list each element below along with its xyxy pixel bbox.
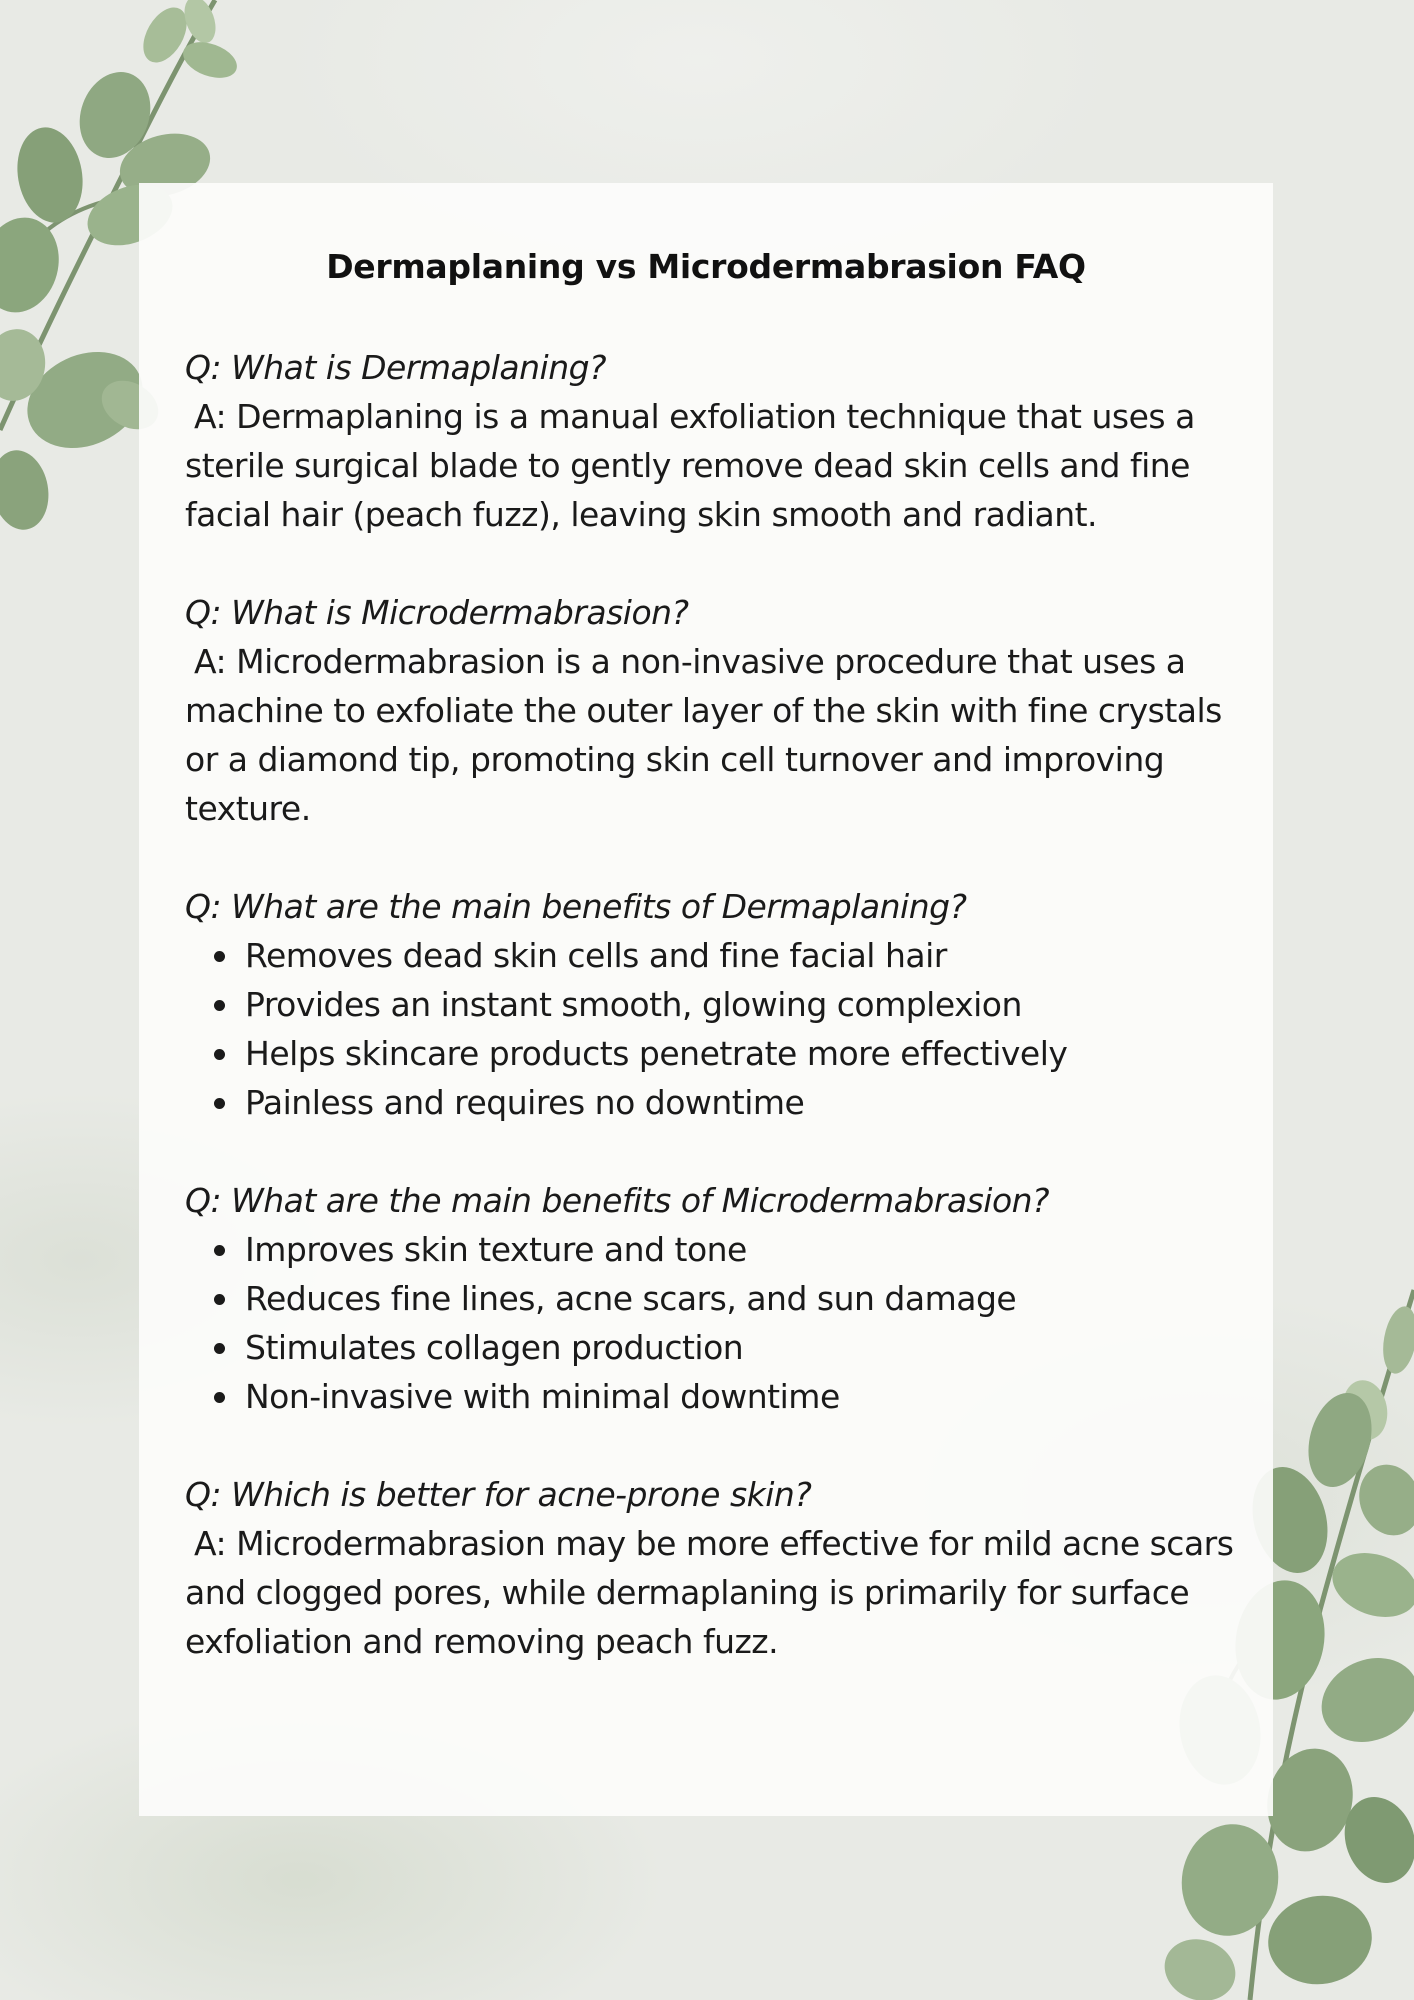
answer-prefix: A: [194,397,227,436]
list-item-text: Provides an instant smooth, glowing complexion [245,985,1022,1024]
page-title: Dermaplaning vs Microdermabrasion FAQ [326,247,1086,286]
list-item-text: Helps skincare products penetrate more effectively [245,1034,1068,1073]
bullet-icon [214,1392,225,1403]
list-item [185,1323,1245,1372]
faq-question: Q: What are the main benefits of Microdermabrasion? [185,1181,1050,1220]
list-item [185,980,1245,1029]
faq-item-microdermabrasion [185,588,1245,833]
benefits-list [185,931,1245,1127]
answer-text: Microdermabrasion may be more effective for mild acne scars and clogged pores, while dermaplaning is primarily for surface exfoliation and removing peach fuzz. [185,1524,1234,1661]
list-item-text: Improves skin texture and tone [245,1230,747,1269]
faq-item-dermaplaning [185,343,1245,539]
faq-card [139,183,1273,1816]
bullet-icon [214,1294,225,1305]
answer-text: Dermaplaning is a manual exfoliation technique that uses a sterile surgical blade to gently remove dead skin cells and fine facial hair (peach fuzz), leaving skin smooth and radiant. [185,397,1195,534]
list-item [185,1274,1245,1323]
benefits-list [185,1225,1245,1421]
faq-body [185,343,1245,1715]
bullet-icon [214,951,225,962]
bullet-icon [214,1343,225,1354]
bullet-icon [214,1098,225,1109]
faq-item-dermaplaning-benefits [185,882,1245,1127]
list-item [185,1078,1245,1127]
list-item-text: Stimulates collagen production [245,1328,744,1367]
answer-text: Microdermabrasion is a non-invasive procedure that uses a machine to exfoliate the outer layer of the skin with fine crystals or a diamond tip, promoting skin cell turnover and improving texture. [185,642,1222,828]
faq-question: Q: What are the main benefits of Dermaplaning? [185,887,967,926]
list-item-text: Reduces fine lines, acne scars, and sun damage [245,1279,1017,1318]
bullet-icon [214,1245,225,1256]
list-item-text: Removes dead skin cells and fine facial hair [245,936,947,975]
answer-prefix: A: [194,642,227,681]
faq-question: Q: What is Microdermabrasion? [185,593,689,632]
list-item-text: Non-invasive with minimal downtime [245,1377,840,1416]
list-item [185,1225,1245,1274]
bullet-icon [214,1049,225,1060]
answer-prefix: A: [194,1524,227,1563]
faq-item-acne-prone [185,1470,1245,1666]
faq-question: Q: Which is better for acne-prone skin? [185,1475,812,1514]
faq-answer [185,637,1245,833]
faq-answer [185,1519,1245,1666]
faq-question: Q: What is Dermaplaning? [185,348,607,387]
list-item [185,1029,1245,1078]
bullet-icon [214,1000,225,1011]
list-item [185,931,1245,980]
faq-item-microdermabrasion-benefits [185,1176,1245,1421]
list-item [185,1372,1245,1421]
list-item-text: Painless and requires no downtime [245,1083,805,1122]
faq-answer [185,392,1245,539]
